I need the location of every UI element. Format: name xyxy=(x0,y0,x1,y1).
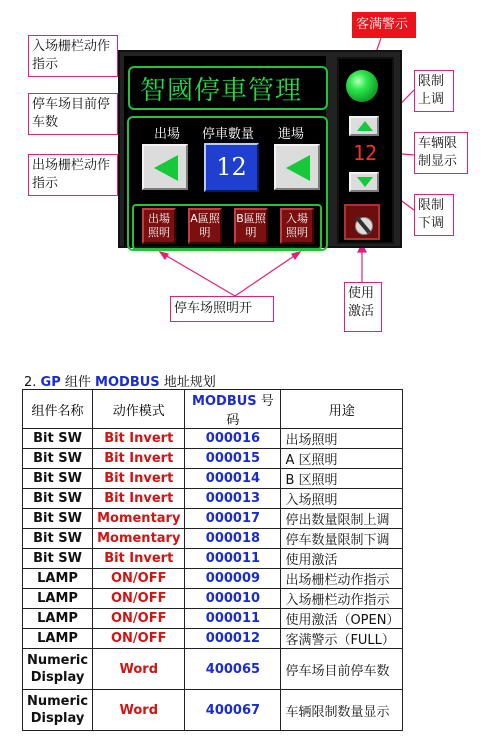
cell-usage: B 区照明 xyxy=(281,469,403,489)
cell-usage: 停出数量限制上调 xyxy=(281,509,403,529)
table-row xyxy=(23,609,403,629)
exit-lighting-button[interactable]: 出場照明 xyxy=(142,208,176,244)
header-modbus xyxy=(185,390,281,429)
cell-usage: 使用激活 xyxy=(281,549,403,569)
current-count-display: 12 xyxy=(204,143,259,192)
zone-b-lighting-button[interactable]: B區照明 xyxy=(234,208,268,244)
cell-component: Bit SW xyxy=(23,469,93,489)
table-row xyxy=(23,469,403,489)
cell-mode: ON/OFF xyxy=(93,629,185,649)
cell-mode: Bit Invert xyxy=(93,429,185,449)
count-label: 停車數量 xyxy=(202,127,255,142)
exit-label: 出場 xyxy=(154,127,181,142)
zone-a-lighting-button[interactable]: A區照明 xyxy=(188,208,222,244)
left-arrow-icon xyxy=(154,155,178,181)
cell-address: 000014 xyxy=(185,469,281,489)
full-warning-lamp xyxy=(346,70,378,102)
section-modbus: MODBUS xyxy=(95,375,160,390)
cell-address: 400067 xyxy=(185,690,281,731)
cell-component: Numeric Display xyxy=(23,649,93,690)
cell-usage: 使用激活（OPEN） xyxy=(281,609,403,629)
cell-mode: Momentary xyxy=(93,509,185,529)
cell-mode: Bit Invert xyxy=(93,549,185,569)
callout-limit-down: 限制下调 xyxy=(414,194,454,236)
callout-entry-gate: 入场栅栏动作指示 xyxy=(28,35,118,77)
header-mode: 动作模式 xyxy=(93,390,185,429)
entry-lighting-button[interactable]: 入場照明 xyxy=(280,208,314,244)
cell-mode: Word xyxy=(93,690,185,731)
limit-up-button[interactable] xyxy=(349,116,379,136)
callout-current-count: 停车场目前停车数 xyxy=(28,93,118,135)
section-mid: 组件 xyxy=(64,375,91,390)
cell-component: LAMP xyxy=(23,609,93,629)
cell-address: 000018 xyxy=(185,529,281,549)
limit-down-button[interactable] xyxy=(349,172,379,192)
cell-component: Bit SW xyxy=(23,529,93,549)
limit-display: 12 xyxy=(352,141,378,165)
left-arrow-icon xyxy=(286,155,310,181)
cell-address: 000011 xyxy=(185,549,281,569)
cell-address: 000009 xyxy=(185,569,281,589)
entry-label: 進場 xyxy=(278,127,305,142)
cell-mode: Bit Invert xyxy=(93,469,185,489)
cell-usage: 停车数量限制下调 xyxy=(281,529,403,549)
cell-address: 400065 xyxy=(185,649,281,690)
callout-exit-gate: 出场栅栏动作指示 xyxy=(28,154,118,196)
table-row xyxy=(23,529,403,549)
cell-address: 000017 xyxy=(185,509,281,529)
table-row xyxy=(23,509,403,529)
section-caption xyxy=(24,371,216,390)
cell-component: Bit SW xyxy=(23,509,93,529)
table-row xyxy=(23,690,403,731)
cell-usage: 客满警示（FULL） xyxy=(281,629,403,649)
modbus-address-table xyxy=(22,389,403,731)
exit-gate-indicator xyxy=(142,144,188,190)
cell-component: LAMP xyxy=(23,589,93,609)
callout-limit-up: 限制上调 xyxy=(414,70,454,112)
cell-component: Bit SW xyxy=(23,429,93,449)
panel-title: 智國停車管理 xyxy=(140,76,303,106)
cell-usage: 停车场目前停车数 xyxy=(281,649,403,690)
section-gp: GP xyxy=(40,375,61,390)
cell-address: 000013 xyxy=(185,489,281,509)
cell-mode: Word xyxy=(93,649,185,690)
entry-gate-indicator xyxy=(274,144,320,190)
section-tail: 地址规划 xyxy=(163,375,216,390)
header-number-word: 号码 xyxy=(226,394,274,428)
cell-mode: Momentary xyxy=(93,529,185,549)
cell-address: 000015 xyxy=(185,449,281,469)
cell-usage: 出场栅栏动作指示 xyxy=(281,569,403,589)
cell-mode: ON/OFF xyxy=(93,589,185,609)
table-row xyxy=(23,649,403,690)
cell-mode: ON/OFF xyxy=(93,569,185,589)
use-activate-keyswitch[interactable] xyxy=(344,204,380,240)
callout-limit-display: 车辆限制显示 xyxy=(414,132,468,174)
down-arrow-icon xyxy=(357,177,373,187)
callout-lighting-on: 停车场照明开 xyxy=(170,296,274,322)
table-row xyxy=(23,589,403,609)
cell-mode: Bit Invert xyxy=(93,449,185,469)
table-row xyxy=(23,449,403,469)
table-row xyxy=(23,429,403,449)
callout-use-activate: 使用激活 xyxy=(344,282,382,332)
section-number: 2. xyxy=(24,375,37,390)
header-component: 组件名称 xyxy=(23,390,93,429)
cell-usage: 入场栅栏动作指示 xyxy=(281,589,403,609)
cell-component: Numeric Display xyxy=(23,690,93,731)
cell-usage: 车辆限制数量显示 xyxy=(281,690,403,731)
cell-usage: 出场照明 xyxy=(281,429,403,449)
table-row xyxy=(23,489,403,509)
cell-address: 000012 xyxy=(185,629,281,649)
cell-address: 000010 xyxy=(185,589,281,609)
cell-component: LAMP xyxy=(23,569,93,589)
cell-mode: Bit Invert xyxy=(93,489,185,509)
header-usage: 用途 xyxy=(281,390,403,429)
header-modbus-word: MODBUS xyxy=(192,394,257,409)
cell-usage: A 区照明 xyxy=(281,449,403,469)
up-arrow-icon xyxy=(357,121,373,131)
table-row xyxy=(23,569,403,589)
cell-component: Bit SW xyxy=(23,449,93,469)
cell-component: LAMP xyxy=(23,629,93,649)
cell-mode: ON/OFF xyxy=(93,609,185,629)
table-row xyxy=(23,549,403,569)
cell-address: 000011 xyxy=(185,609,281,629)
table-header-row xyxy=(23,390,403,429)
cell-usage: 入场照明 xyxy=(281,489,403,509)
callout-full-warning: 客满警示 xyxy=(352,12,416,38)
cell-component: Bit SW xyxy=(23,549,93,569)
table-row xyxy=(23,629,403,649)
cell-address: 000016 xyxy=(185,429,281,449)
cell-component: Bit SW xyxy=(23,489,93,509)
